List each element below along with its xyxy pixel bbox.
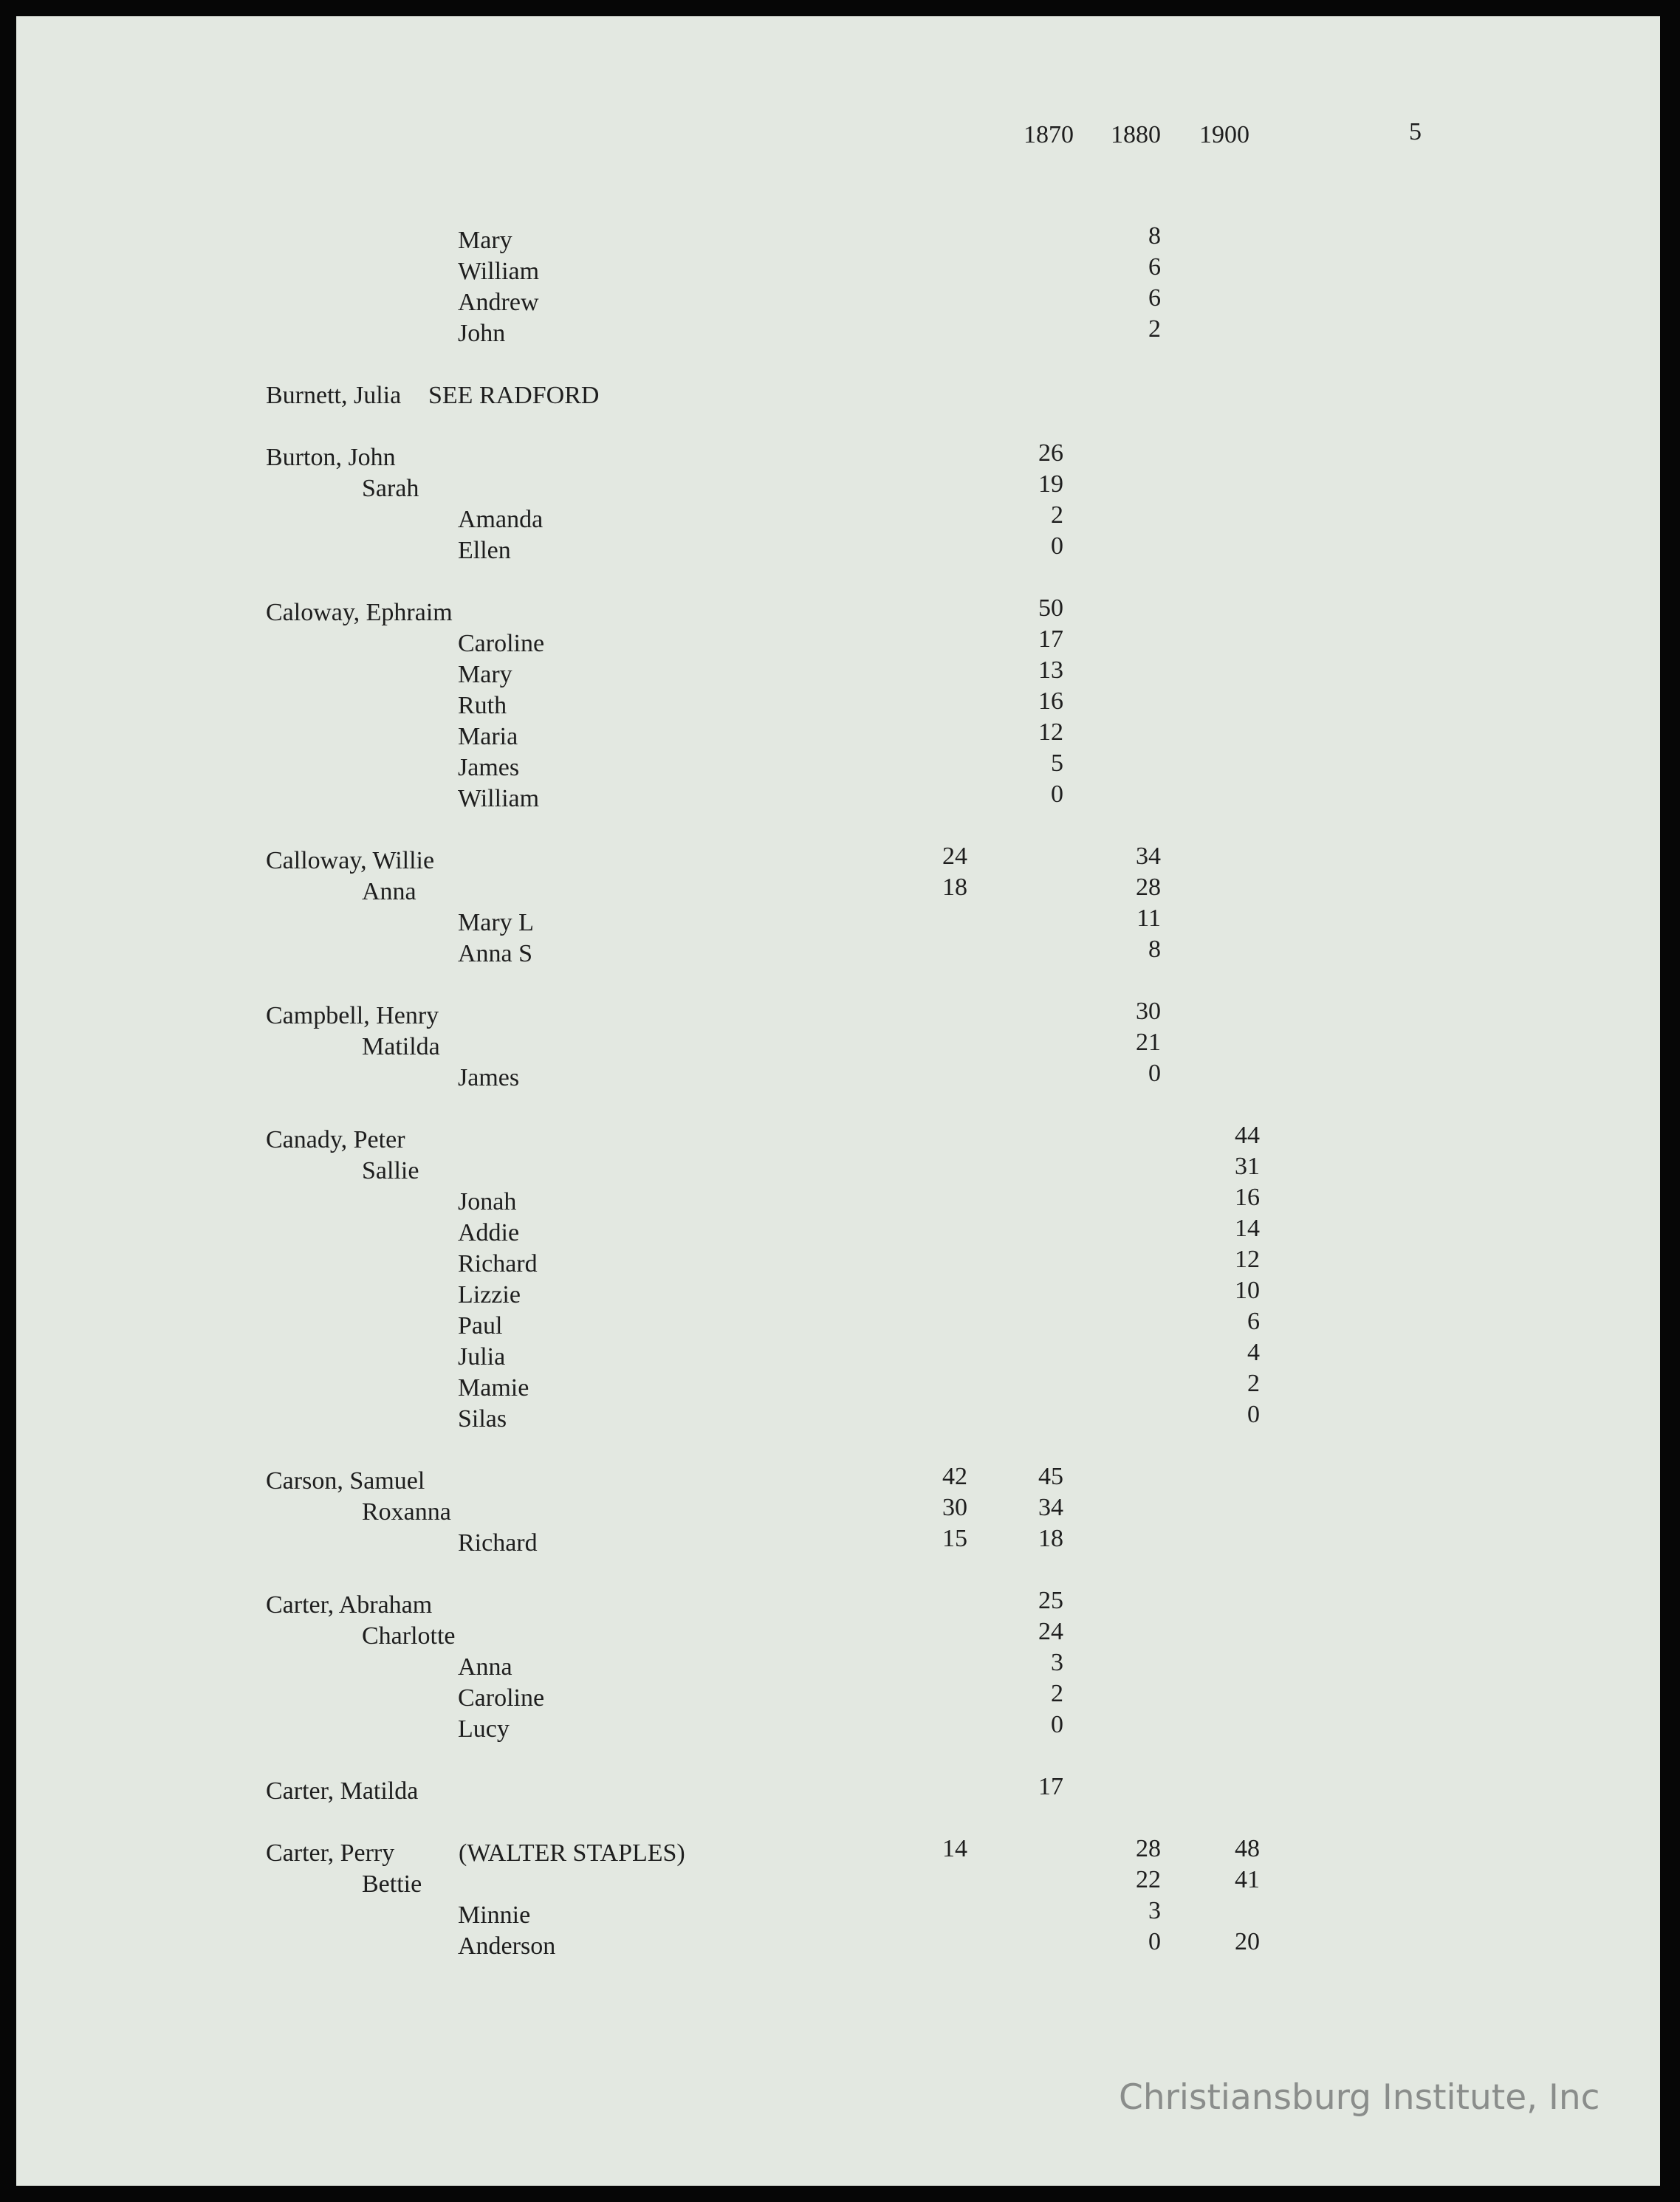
age-value: 2	[1051, 1680, 1063, 1707]
age-value: 0	[1247, 1401, 1260, 1428]
age-value: 48	[1235, 1835, 1260, 1862]
child-name: Caroline	[458, 630, 545, 657]
child-name: Richard	[458, 1250, 538, 1277]
child-name: James	[458, 1064, 520, 1091]
year-header-1900: 1900	[1199, 121, 1249, 148]
age-value: 0	[1148, 1060, 1161, 1087]
child-name: Lizzie	[458, 1281, 521, 1308]
spouse-name: Sallie	[362, 1157, 419, 1184]
spouse-name: Anna	[362, 878, 416, 905]
age-value: 25	[1038, 1587, 1063, 1614]
child-name: Paul	[458, 1312, 503, 1340]
age-value: 0	[1051, 781, 1063, 808]
age-value: 24	[942, 843, 967, 870]
child-name: Richard	[458, 1529, 538, 1557]
head-of-household-name: Carter, Matilda	[266, 1777, 419, 1805]
head-of-household-name: Calloway, Willie	[266, 847, 435, 874]
head-of-household-name: Canady, Peter	[266, 1126, 405, 1153]
spouse-name: Charlotte	[362, 1622, 456, 1650]
age-value: 11	[1136, 905, 1161, 932]
child-name: Addie	[458, 1219, 520, 1246]
age-value: 34	[1038, 1494, 1063, 1521]
child-name: Mary L	[458, 909, 534, 936]
age-value: 41	[1235, 1866, 1260, 1893]
age-value: 21	[1136, 1029, 1161, 1056]
head-of-household-name: Campbell, Henry	[266, 1002, 439, 1029]
child-name: Mary	[458, 661, 512, 688]
head-of-household-name: Carson, Samuel	[266, 1467, 425, 1495]
head-of-household-name: Carter, Abraham	[266, 1591, 433, 1619]
age-value: 20	[1235, 1928, 1260, 1955]
child-name: Mary	[458, 227, 512, 254]
age-value: 34	[1136, 843, 1161, 870]
age-value: 30	[1136, 998, 1161, 1025]
cross-reference-note: SEE RADFORD	[428, 382, 600, 409]
spouse-name: Roxanna	[362, 1498, 451, 1526]
age-value: 45	[1038, 1463, 1063, 1490]
age-value: 12	[1038, 718, 1063, 746]
child-name: Julia	[458, 1343, 506, 1371]
spouse-name: Sarah	[362, 475, 419, 502]
age-value: 3	[1148, 1897, 1161, 1924]
spouse-name: Matilda	[362, 1033, 440, 1060]
age-value: 16	[1235, 1184, 1260, 1211]
age-value: 30	[942, 1494, 967, 1521]
age-value: 2	[1051, 501, 1063, 529]
page-number: 5	[1409, 118, 1422, 145]
child-name: Maria	[458, 723, 518, 750]
age-value: 17	[1038, 625, 1063, 653]
age-value: 6	[1247, 1308, 1260, 1335]
age-value: 8	[1148, 222, 1161, 250]
age-value: 15	[942, 1525, 967, 1552]
age-value: 0	[1051, 532, 1063, 560]
age-value: 28	[1136, 1835, 1161, 1862]
age-value: 26	[1038, 439, 1063, 467]
age-value: 10	[1235, 1277, 1260, 1304]
age-value: 14	[1235, 1215, 1260, 1242]
age-value: 13	[1038, 656, 1063, 684]
head-of-household-name: Carter, Perry	[266, 1839, 395, 1867]
head-of-household-name: Caloway, Ephraim	[266, 599, 453, 626]
age-value: 4	[1247, 1339, 1260, 1366]
age-value: 6	[1148, 284, 1161, 312]
age-value: 16	[1038, 687, 1063, 715]
age-value: 22	[1136, 1866, 1161, 1893]
age-value: 0	[1051, 1711, 1063, 1738]
head-of-household-name: Burnett, Julia	[266, 382, 402, 409]
child-name: Anna S	[458, 940, 533, 967]
age-value: 28	[1136, 874, 1161, 901]
age-value: 50	[1038, 594, 1063, 622]
child-name: Amanda	[458, 506, 544, 533]
age-value: 24	[1038, 1618, 1063, 1645]
cross-reference-note: (WALTER STAPLES)	[459, 1839, 685, 1867]
child-name: Anna	[458, 1653, 512, 1681]
child-name: William	[458, 258, 540, 285]
watermark: Christiansburg Institute, Inc	[1119, 2077, 1600, 2118]
age-value: 18	[1038, 1525, 1063, 1552]
child-name: Ellen	[458, 537, 511, 564]
child-name: Caroline	[458, 1684, 545, 1712]
child-name: Lucy	[458, 1715, 510, 1743]
age-value: 19	[1038, 470, 1063, 498]
age-value: 42	[942, 1463, 967, 1490]
child-name: Silas	[458, 1405, 507, 1433]
age-value: 2	[1247, 1370, 1260, 1397]
child-name: John	[458, 320, 506, 347]
age-value: 14	[942, 1835, 967, 1862]
age-value: 12	[1235, 1246, 1260, 1273]
child-name: Mamie	[458, 1374, 529, 1402]
age-value: 44	[1235, 1122, 1260, 1149]
head-of-household-name: Burton, John	[266, 444, 396, 471]
age-value: 8	[1148, 936, 1161, 963]
age-value: 17	[1038, 1773, 1063, 1800]
spouse-name: Bettie	[362, 1870, 422, 1898]
age-value: 5	[1051, 750, 1063, 777]
document-page	[16, 16, 1660, 2186]
child-name: James	[458, 754, 520, 781]
child-name: Jonah	[458, 1188, 517, 1215]
age-value: 6	[1148, 253, 1161, 281]
child-name: Minnie	[458, 1901, 531, 1929]
child-name: Andrew	[458, 289, 539, 316]
year-header-1880: 1880	[1111, 121, 1161, 148]
age-value: 2	[1148, 315, 1161, 343]
child-name: William	[458, 785, 540, 812]
age-value: 18	[942, 874, 967, 901]
age-value: 0	[1148, 1928, 1161, 1955]
age-value: 31	[1235, 1153, 1260, 1180]
year-header-1870: 1870	[1024, 121, 1074, 148]
age-value: 3	[1051, 1649, 1063, 1676]
child-name: Ruth	[458, 692, 507, 719]
child-name: Anderson	[458, 1932, 556, 1960]
